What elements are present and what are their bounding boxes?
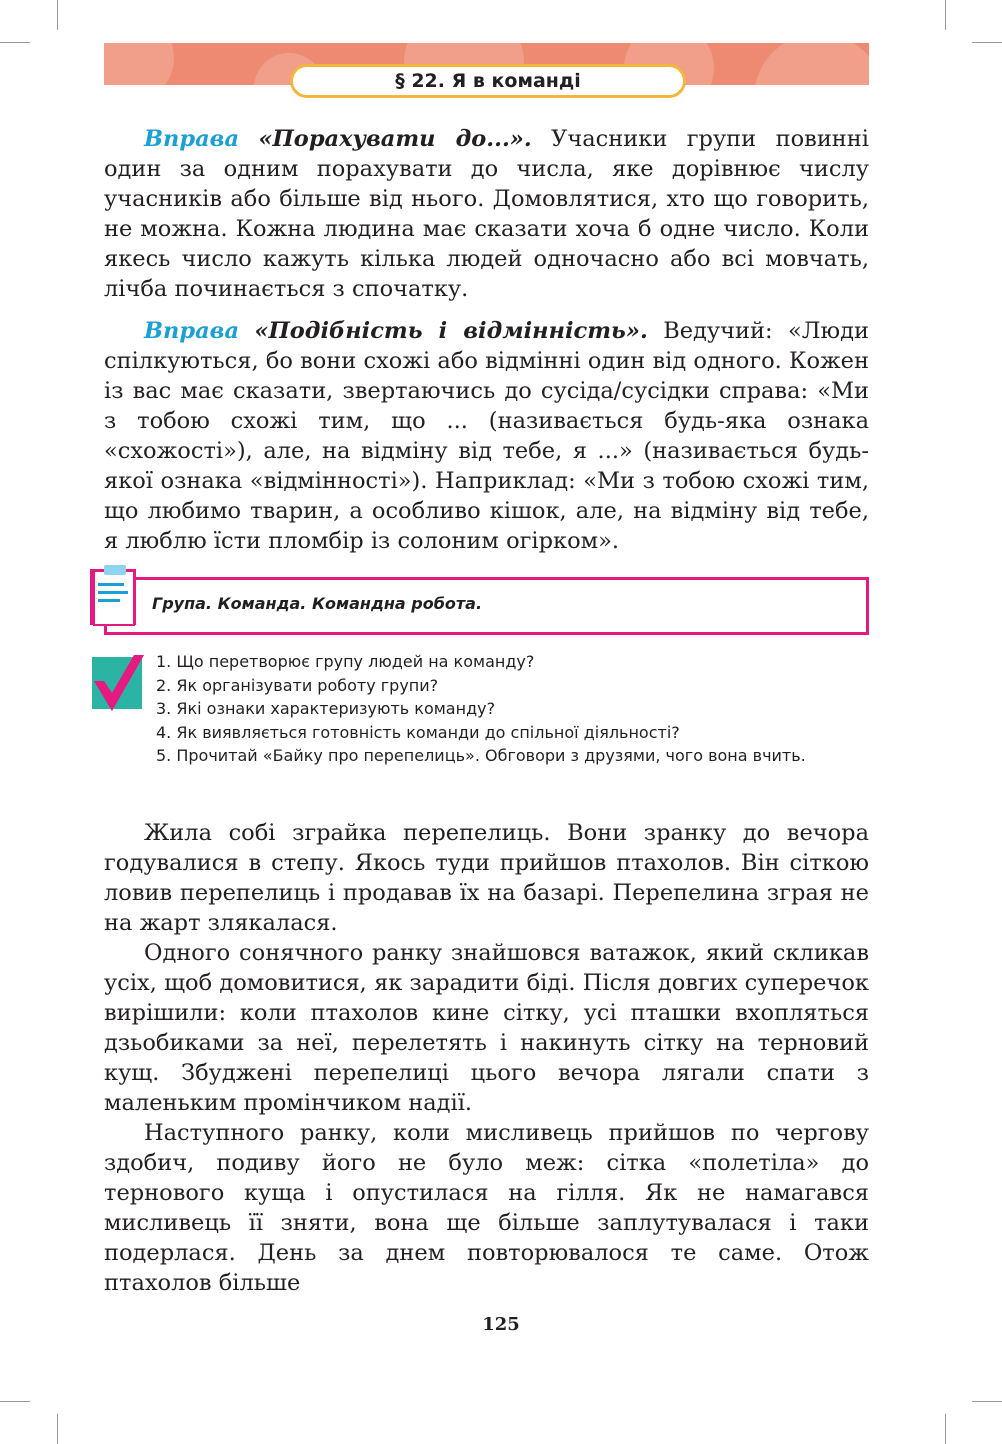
checkmark-icon xyxy=(90,653,148,715)
crop-mark xyxy=(945,1414,946,1444)
crop-mark xyxy=(972,42,1002,43)
exercise-paragraph xyxy=(104,316,869,556)
exercise-text: Учасники групи повинні один за одним порахувати до числа, яке дорівнює числу учасників або більше від нього. Домовлятися, хто що говорить, не можна. Кожна людина має сказати хоча б одне число. Коли якесь число кажуть кілька людей одночасно або всі мовчать, лічба починається з спочатку. xyxy=(104,126,869,302)
section-title: § 22. Я в команді xyxy=(290,64,686,98)
exercise-text: Ведучий: «Люди спілкуються, бо вони схожі або відмінні один від одного. Кожен із вас має сказати, звертаючись до сусіда/сусідки справа: «Ми з тобою схожі тим, що ... (називається будь-яка ознака «схожості»), але, на відміну від тебе, я ...» (називається будь-якої ознака «відмінності»). Наприклад: «Ми з тобою схожі тим, що любимо тварин, а особливо кішок, але, на відміну від тебе, я люблю їсти пломбір із солоним огірком». xyxy=(104,318,869,554)
crop-mark xyxy=(0,42,30,43)
question-item: 3. Які ознаки характеризують команду? xyxy=(156,699,496,718)
notebook-icon xyxy=(88,563,142,629)
exercise-lead: Вправа xyxy=(144,126,240,152)
crop-mark xyxy=(0,1401,30,1402)
crop-mark xyxy=(945,0,946,30)
story-paragraph: Жила собі зграйка перепелиць. Вони зранку до вечора годувалися в степу. Якось туди прийшов птахолов. Він сіткою ловив перепелиць і продавав їх на базарі. Перепелина зграя не на жарт злякалася. xyxy=(104,820,869,936)
concept-text: Група. Команда. Командна робота. xyxy=(152,594,483,613)
story-paragraph: Одного сонячного ранку знайшовся ватажок, який скликав усіх, щоб домовитися, як зарадити біді. Після довгих суперечок вирішили: коли птахолов кине сітку, усі пташки вхопляться дзьобиками за неї, перелетять і накинуть сітку на терновий кущ. Збуджені перепелиці цього вечора лягали спати з маленьким промінчиком надії. xyxy=(104,940,869,1116)
question-item: 2. Як організувати роботу групи? xyxy=(156,675,439,695)
crop-mark xyxy=(57,0,58,30)
exercise-title: «Подібність і відмінність». xyxy=(254,318,648,344)
exercise-title: «Порахувати до...». xyxy=(258,126,532,152)
question-item: 1. Що перетворює групу людей на команду? xyxy=(156,652,535,671)
story-paragraph: Наступного ранку, коли мисливець прийшов по чергову здобич, подиву його не було меж: сітка «полетіла» до тернового куща і опустилася на гілля. Як не намагався мисливець її зняти, вона ще більше заплутувалася і таки подерлася. День за днем повторювалося те саме. Отож птахолов більше xyxy=(104,1120,869,1296)
question-item: 4. Як виявляється готовність команди до спільної діяльності? xyxy=(156,722,680,742)
question-list xyxy=(156,650,870,768)
question-item: 5. Прочитай «Байку про перепелиць». Обговори з друзями, чого вона вчить. xyxy=(156,746,806,765)
page-number: 125 xyxy=(482,1314,520,1335)
exercise-lead: Вправа xyxy=(144,318,240,344)
crop-mark xyxy=(57,1414,58,1444)
crop-mark xyxy=(972,1401,1002,1402)
exercise-paragraph xyxy=(104,124,869,304)
